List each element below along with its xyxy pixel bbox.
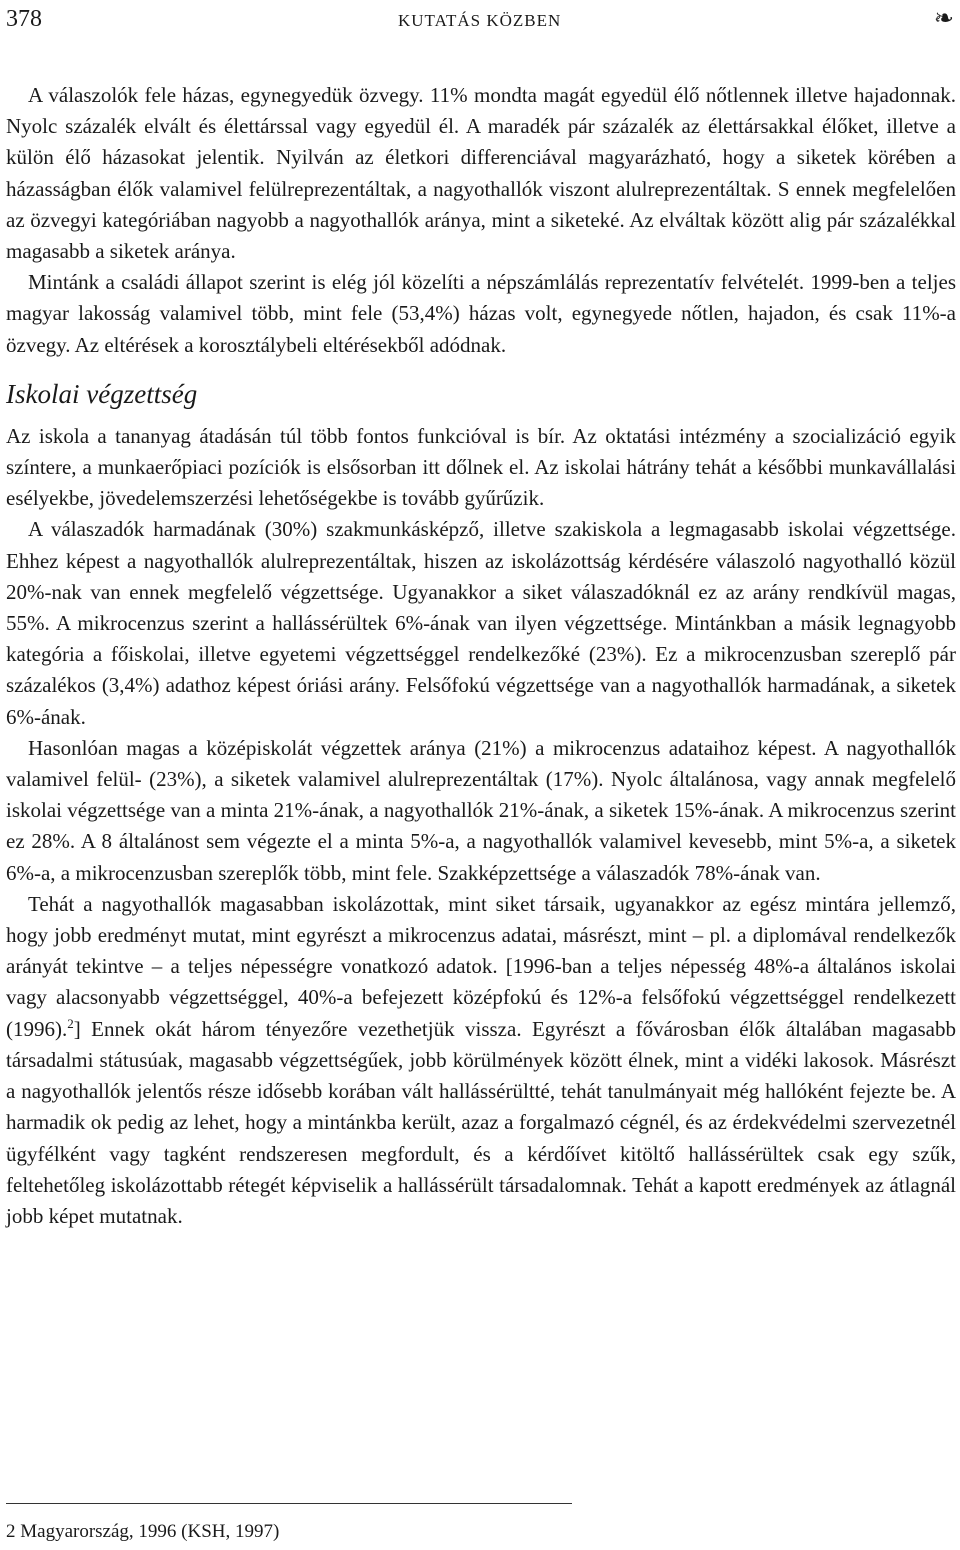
- paragraph-text: ] Ennek okát három tényezőre vezethetjük vissza. Egyrészt a fővárosban élők általában magasabb társadalmi státusúak, magasabb végzettségűek, jobb körülmények között élnek, mint a vidéki lakosok. Másrészt a nagyothallók jelentős része idősebb korában vált hallássérültté, tehát tanulmányait még hallóként fejezte be. A harmadik ok pedig az lehet, hogy a mintánkba került, azaz a forgalmazó cégnél, és az érdekvédelmi szervezetnél ügyfélként vagy tagként rendszeresen megfordult, és a kérdőívet kitöltő hallássérültek csak egy szűk, feltehetőleg iskolázottabb rétegét képviselik a hallássérült társadalomnak. Tehát a kapott eredmények az átlagnál jobb képet mutatnak.: [6, 1016, 956, 1228]
- page-number: 378: [6, 6, 42, 32]
- footnote-divider: [6, 1503, 572, 1504]
- paragraph: A válaszolók fele házas, egynegyedük özvegy. 11% mondta magát egyedül élő nőtlennek illetve hajadonnak. Nyolc százalék elvált és élettárssal vagy egyedül él. A maradék pár százalék az élettársakkal élőket, illetve a külön élő házasokat jelentik. Nyilván az életkori differenciával magyarázható, hogy a siketek körében a házasságban élők valamivel felülreprezentáltak, a nagyothallók viszont alulreprezentáltak. S ennek megfelelően az özvegyi kategóriában nagyobb a nagyothallók aránya, mint a siketeké. Az elváltak között alig pár százalékkal magasabb a siketek aránya.: [6, 83, 956, 264]
- paragraph-text: Tehát a nagyothallók magasabban iskolázottak, mint siket társaik, ugyanakkor az egész mintára jellemző, hogy jobb eredményt mutat, mint egyrészt a mikrocenzus adatai, másrészt, mint – pl. a diplomával rendelkezők arányát tekintve – a teljes népességre vonatkozó adatok. [1996-ban a teljes népesség 48%-a általános iskolai vagy alacsonyabb végzettséggel, 40%-a befejezett középfokú és 12%-a felsőfokú végzettséggel rendelkezett (1996).: [6, 891, 956, 1041]
- paragraph-with-footnote: [6, 889, 956, 1232]
- fleuron-ornament-icon: ❧: [933, 6, 954, 32]
- footnote-reference[interactable]: 2: [67, 1015, 74, 1031]
- footnote: 2 Magyarország, 1996 (KSH, 1997): [6, 1521, 280, 1542]
- section-heading: Iskolai végzettség: [6, 378, 198, 409]
- paragraph: A válaszadók harmadának (30%) szakmunkásképző, illetve szakiskola a legmagasabb iskolai végzettsége. Ehhez képest a nagyothallók alulreprezentáltak, hiszen az iskolázottság kérdésére válaszoló nagyothalló közül 20%-nak van ennek megfelelő végzettsége. Ugyanakkor a siket válaszadóknál ez az arány rendkívül magas, 55%. A mikrocenzus szerint a hallássérültek 6%-ának van ilyen végzettsége. Mintánkban a másik legnagyobb kategória a főiskolai, illetve egyetemi végzettséggel rendelkezőké (23%). Ez a mikrocenzusban szereplő pár százalékos (3,4%) adathoz képest óriási arány. Felsőfokú végzettsége van a nagyothallók harmadának, a siketek 6%-ának.: [6, 517, 956, 729]
- paragraph: Az iskola a tananyag átadásán túl több fontos funkcióval is bír. Az oktatási intézmény a szocializáció egyik színtere, a munkaerőpiaci pozíciók is elsősorban itt dőlnek el. Az iskolai hátrány tehát a későbbi munkavállalási esélyekbe, jövedelemszerzési lehetőségekbe is tovább gyűrűzik.: [6, 423, 956, 511]
- paragraph: Hasonlóan magas a középiskolát végzettek aránya (21%) a mikrocenzus adataihoz képest. A nagyothallók valamivel felül- (23%), a siketek valamivel alulreprezentáltak (17%). Nyolc általánosa, vagy annak megfelelő iskolai végzettsége van a minta 21%-ának, a nagyothallók 21%-ának, a siketek 15%-ának. A mikrocenzus szerint ez 28%. A 8 általánost sem végezte el a minta 5%-a, a nagyothallók valamivel kevesebb, mint 5%-a, a siketek 6%-a, a mikrocenzusban szereplők több, mint fele. Szakképzettsége a válaszadók 78%-ának van.: [6, 735, 956, 885]
- page-header: [6, 4, 954, 34]
- page-body: [6, 80, 956, 1232]
- paragraph: Mintánk a családi állapot szerint is elég jól közelíti a népszámlálás reprezentatív felvételét. 1999-ben a teljes magyar lakosság valamivel több, mint fele (53,4%) házas volt, egynegyede nőtlen, hajadon, és csak 11%-a özvegy. Az eltérések a korosztálybeli eltérésekből adódnak.: [6, 270, 956, 357]
- running-head: KUTATÁS KÖZBEN: [398, 11, 562, 30]
